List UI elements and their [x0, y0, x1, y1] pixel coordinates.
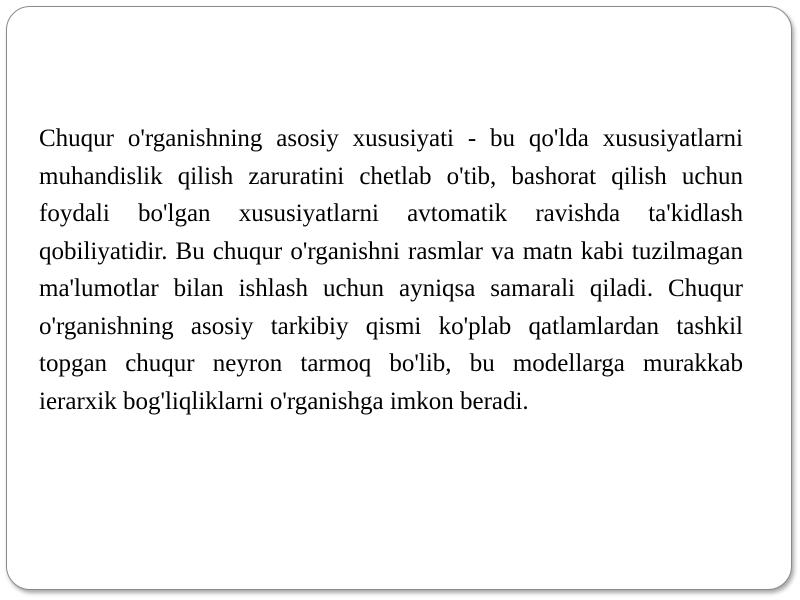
slide-frame	[6, 6, 792, 590]
slide-body-text: Chuqur o'rganishning asosiy xususiyati - bu qo'lda xususiyatlarni muhandislik qilish zaruratini chetlab o'tib, bashorat qilish uchun foydali bo'lgan xususiyatlarni avtomatik ravishda ta'kidlash qobiliyatidir. Bu chuqur o'rganishni rasmlar va matn kabi tuzilmagan ma'lumotlar bilan ishlash uchun ayniqsa samarali qiladi. Chuqur o'rganishning asosiy tarkibiy qismi ko'plab qatlamlardan tashkil topgan chuqur neyron tarmoq bo'lib, bu modellarga murakkab ierarxik bog'liqliklarni o'rganishga imkon beradi.	[39, 125, 743, 415]
